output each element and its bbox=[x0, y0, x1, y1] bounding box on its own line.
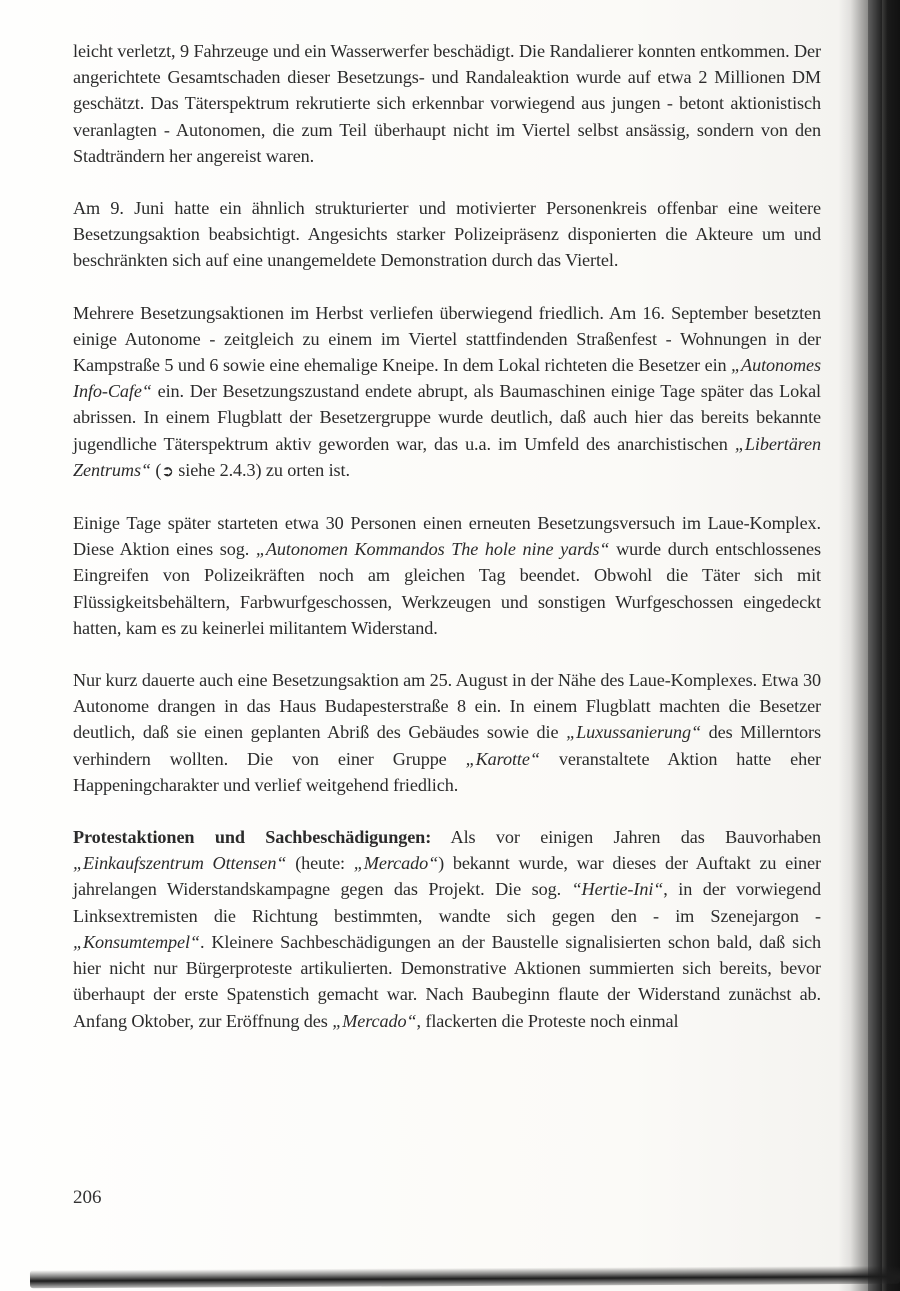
paragraph-3-text-b: ein. Der Besetzungszustand endete abrupt, als Baumaschinen einige Tage später das Lokal abrissen. In einem Flugblatt der Besetzergruppe wurde deutlich, daß auch hier das bereits bekannte jugendliche Täterspektrum aktiv geworden war, das u.a. im Umfeld des anarchistischen bbox=[73, 381, 821, 454]
quote-mercado: „Mercado“ bbox=[353, 853, 439, 874]
paragraph-1 bbox=[73, 38, 821, 169]
quote-autonomen-kommandos: „Autonomen Kommandos The hole nine yards“ bbox=[255, 539, 610, 560]
paragraph-4-text-b: wurde durch entschlossenes Eingreifen von Polizeikräften noch am gleichen Tag beendet. Obwohl die Täter sich mit Flüssigkeitsbehältern, Farbwurfgeschossen, Werkzeugen und sonstigen Wurfgeschossen eingedeckt hatten, kam es zu keinerlei militantem Widerstand. bbox=[73, 539, 821, 638]
quote-autonomes-info-cafe: „Autonomes Info-Cafe“ bbox=[73, 355, 821, 402]
paragraph-1-text: leicht verletzt, 9 Fahrzeuge und ein Wasserwerfer beschädigt. Die Randalierer konnten entkommen. Der angerichtete Gesamtschaden dieser Besetzungs- und Randaleaktion wurde auf etwa 2 Millionen DM geschätzt. Das Täterspektrum rekrutierte sich erkennbar vorwiegend aus jungen - betont aktionistisch veranlagten - Autonomen, die zum Teil überhaupt nicht im Viertel selbst ansässig, sondern von den Stadträndern her angereist waren. bbox=[73, 41, 821, 166]
paragraph-4 bbox=[73, 510, 821, 641]
bottom-edge-shadow bbox=[30, 1266, 900, 1289]
paragraph-6-text-f: , flackerten die Proteste noch einmal bbox=[416, 1010, 679, 1031]
paragraph-3-text-a: Mehrere Besetzungsaktionen im Herbst verliefen überwiegend friedlich. Am 16. September besetzten einige Autonome - zeitgleich zu einem im Viertel stattfindenden Straßenfest - Wohnungen in der Kampstraße 5 und 6 sowie eine ehemalige Kneipe. In dem Lokal richteten die Besetzer ein bbox=[73, 302, 821, 376]
paragraph-6-text-b: (heute: bbox=[286, 853, 354, 874]
page-binding-shadow bbox=[868, 0, 882, 1291]
body-text bbox=[73, 38, 821, 1034]
section-heading-protestaktionen: Protestaktionen und Sachbeschädigungen: bbox=[73, 827, 432, 848]
paragraph-6 bbox=[73, 824, 821, 1034]
paragraph-4-text-a: Einige Tage später starteten etwa 30 Personen einen erneuten Besetzungsversuch im Laue-Komplex. Diese Aktion eines sog. bbox=[73, 513, 821, 560]
paragraph-5-text-b: des Millerntors verhindern wollten. Die von einer Gruppe bbox=[73, 722, 821, 769]
paragraph-5-text-a: Nur kurz dauerte auch eine Besetzungsaktion am 25. August in der Nähe des Laue-Komplexes. Etwa 30 Autonome drangen in das Haus Budapesterstraße 8 ein. In einem Flugblatt machten die Besetzer deutlich, daß sie einen geplanten Abriß des Gebäudes sowie die bbox=[73, 670, 821, 743]
page-number: 206 bbox=[73, 1187, 102, 1208]
paragraph-6-text-e: . Kleinere Sachbeschädigungen an der Baustelle signalisierten schon bald, daß sich hier nicht nur Bürgerproteste artikulierten. Demonstrative Aktionen summierten sich bereits, bevor überhaupt der erste Spatenstich gemacht war. Nach Baubeginn flaute der Widerstand zunächst ab. Anfang Oktober, zur Eröffnung des bbox=[73, 931, 821, 1031]
paragraph-2-text: Am 9. Juni hatte ein ähnlich strukturierter und motivierter Personenkreis offenbar eine weitere Besetzungsaktion beabsichtigt. Angesichts starker Polizeipräsenz disponierten die Akteure um und beschränkten sich auf eine unangemeldete Demonstration durch das Viertel. bbox=[73, 198, 821, 271]
quote-karotte: „Karotte“ bbox=[465, 748, 540, 769]
quote-mercado-2: „Mercado“ bbox=[332, 1010, 417, 1031]
paragraph-6-text-d: , in der vorwiegend Linksextremisten die Richtung bestimmten, wandte sich gegen den - im Szenejargon - bbox=[73, 879, 822, 926]
quote-libertaeren-zentrums: „Libertären Zentrums“ bbox=[73, 433, 821, 480]
paragraph-5-text-c: veranstaltete Aktion hatte eher Happeningcharakter und verlief weitgehend friedlich. bbox=[73, 748, 822, 795]
cross-reference-arrow-icon: ➲ bbox=[161, 461, 174, 480]
quote-hertie-ini: “Hertie-Ini“ bbox=[571, 879, 664, 900]
paragraph-6-text-a: Als vor einigen Jahren das Bauvorhaben bbox=[431, 827, 821, 848]
quote-einkaufszentrum-ottensen: „Einkaufszentrum Ottensen“ bbox=[73, 853, 287, 874]
paragraph-6-text-c: ) bekannt wurde, war dieses der Auftakt zu einer jahrelangen Widerstandskampagne gegen das Projekt. Die sog. bbox=[73, 853, 821, 900]
paragraph-5 bbox=[73, 667, 821, 798]
quote-luxussanierung: „Luxussanierung“ bbox=[566, 722, 701, 743]
quote-konsumtempel: „Konsumtempel“ bbox=[73, 931, 200, 952]
page-binding-edge bbox=[838, 0, 900, 1291]
paragraph-3-text-d: siehe 2.4.3) zu orten ist. bbox=[173, 459, 350, 480]
paragraph-2 bbox=[73, 195, 821, 274]
paragraph-3-text-c: ( bbox=[150, 459, 162, 480]
paragraph-3 bbox=[73, 300, 821, 484]
